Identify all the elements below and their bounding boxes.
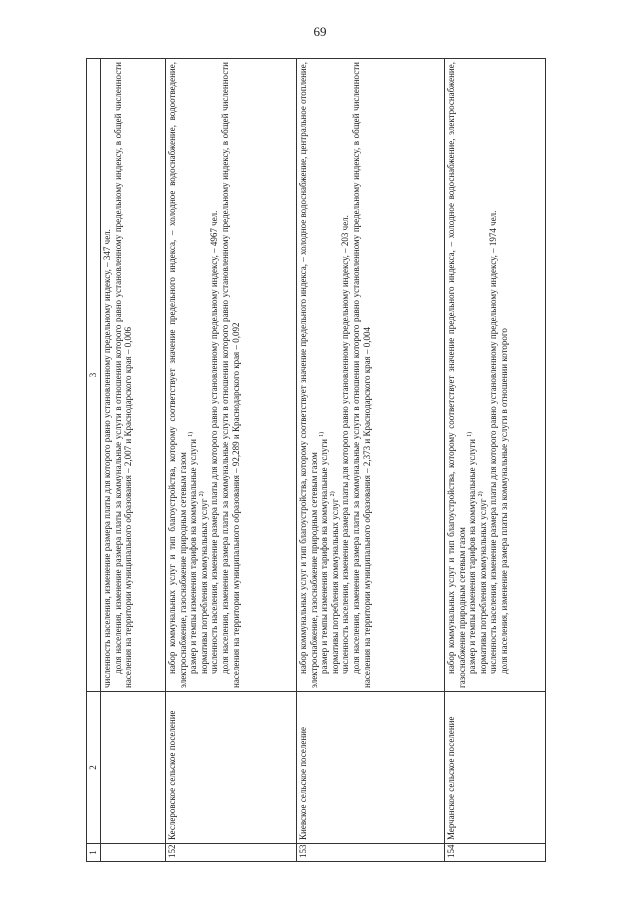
table-row-153 bbox=[297, 59, 445, 862]
row-number-cell: 154 bbox=[445, 844, 546, 862]
description-cell bbox=[297, 59, 445, 692]
description-line: набор коммунальных услуг и тип благоустройства, которому соответствует значение предельного индекса, – холодное водоснабжение, центральное отопление, электроснабжение, газоснабжение природным сетевым газом bbox=[298, 62, 319, 688]
header-col-2: 2 bbox=[87, 692, 101, 844]
description-line: численность населения, изменение размера платы для которого равно установленному предельному индексу, – 1974 чел. bbox=[488, 210, 499, 674]
row-number-cell: 152 bbox=[166, 844, 297, 862]
description-line: доля населения, изменение размера платы за коммунальные услуги в отношении которого bbox=[499, 328, 510, 674]
footnote-ref: 1) bbox=[319, 431, 326, 437]
table-row-continuation bbox=[101, 59, 166, 862]
settlement-name-cell: Кеслеровское сельское поселение bbox=[166, 692, 297, 844]
description-text: нормативы потребления коммунальных услуг bbox=[329, 498, 340, 674]
header-col-1: 1 bbox=[87, 844, 101, 862]
description-text: нормативы потребления коммунальных услуг bbox=[198, 498, 209, 674]
description-cell bbox=[101, 59, 166, 692]
table-row-154 bbox=[445, 59, 546, 862]
description-text: нормативы потребления коммунальных услуг bbox=[477, 498, 488, 674]
description-line bbox=[188, 62, 199, 688]
description-text: размер и темпы изменения тарифов на коммунальные услуги bbox=[319, 439, 330, 674]
footnote-ref: 2) bbox=[477, 491, 484, 497]
settlement-name-cell: Киевское сельское поселение bbox=[297, 692, 445, 844]
description-line: доля населения, изменение размера платы за коммунальные услуги в отношении которого равно установленному предельному индексу, в общей численности населения на территории муниципального образования – 92,289 и Краснодарского края – 0,092 bbox=[220, 62, 241, 688]
footnote-ref: 1) bbox=[188, 431, 195, 437]
description-line bbox=[478, 62, 489, 688]
description-line bbox=[467, 62, 478, 688]
description-line: доля населения, изменение размера платы за коммунальные услуги в отношении которого равно установленному предельному индексу, в общей численности населения на территории муниципального образования – 2,007 и Краснодарского края – 0,006 bbox=[112, 62, 134, 688]
description-text: размер и темпы изменения тарифов на коммунальные услуги bbox=[188, 439, 199, 674]
description-line: набор коммунальных услуг и тип благоустройства, которому соответствует значение предельного индекса, – холодное водоснабжение, электроснабжение, газоснабжение природным сетевым газом bbox=[446, 62, 467, 688]
description-line bbox=[330, 62, 341, 688]
table-header-row bbox=[87, 59, 101, 862]
page-number: 69 bbox=[313, 24, 327, 39]
settlements-table bbox=[86, 58, 546, 862]
footnote-ref: 1) bbox=[467, 431, 474, 437]
description-line: численность населения, изменение размера платы для которого равно установленному предельному индексу, – 4967 чел. bbox=[209, 210, 220, 674]
footnote-ref: 2) bbox=[198, 491, 205, 497]
description-line bbox=[319, 62, 330, 688]
description-text: размер и темпы изменения тарифов на коммунальные услуги bbox=[467, 439, 478, 674]
description-line bbox=[199, 62, 210, 688]
row-number-cell bbox=[101, 844, 166, 862]
description-line: численность населения, изменение размера платы для которого равно установленному предельному индексу, – 203 чел. bbox=[340, 215, 351, 674]
rotated-table-container bbox=[86, 58, 546, 862]
settlement-name-cell: Мерчанское сельское поселение bbox=[445, 692, 546, 844]
description-cell bbox=[166, 59, 297, 692]
description-cell bbox=[445, 59, 546, 692]
description-line: набор коммунальных услуг и тип благоустройства, которому соответствует значение предельного индекса, – холодное водоснабжение, водоотведение, электроснабжение, газоснабжение природным сетевым газом bbox=[167, 62, 188, 688]
description-line: доля населения, изменение размера платы за коммунальные услуги в отношении которого равно установленному предельному индексу, в общей численности населения на территории муниципального образования – 2,373 и Краснодарского края – 0,004 bbox=[351, 62, 372, 688]
table-row-152 bbox=[166, 59, 297, 862]
footnote-ref: 2) bbox=[329, 491, 336, 497]
description-line: численность населения, изменение размера платы для которого равно установленному предельному индексу, – 347 чел. bbox=[102, 229, 112, 688]
row-number-cell: 153 bbox=[297, 844, 445, 862]
settlement-name-cell bbox=[101, 692, 166, 844]
header-col-3: 3 bbox=[87, 59, 101, 692]
